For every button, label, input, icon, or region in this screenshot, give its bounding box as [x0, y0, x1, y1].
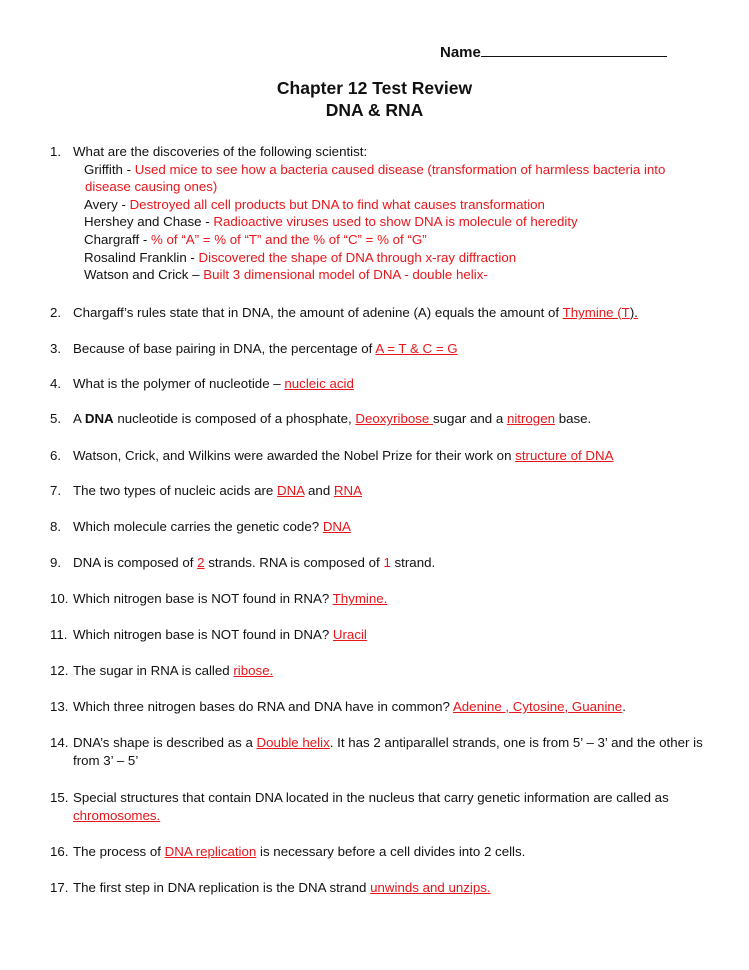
scientist-answer: Discovered the shape of DNA through x-ray diffraction — [198, 249, 517, 265]
question-text: DNA’s shape is described as a — [73, 735, 257, 750]
answer-text: Double helix — [256, 735, 330, 750]
answer-text: nitrogen — [506, 411, 555, 426]
question-text: is necessary before a cell divides into 2 cells. — [256, 844, 526, 859]
question-10 — [50, 590, 710, 608]
question-2 — [50, 304, 710, 322]
question-11 — [50, 626, 710, 644]
question-number: 2. — [50, 305, 62, 320]
question-text: Which nitrogen base is NOT found in RNA? — [73, 591, 333, 606]
question-text: Which molecule carries the genetic code? — [73, 519, 323, 534]
question-number: 1. — [50, 144, 62, 159]
scientist-answer: Used mice to see how a bacteria caused disease (transformation of harmless bacteria into — [134, 161, 666, 177]
question-number: 14. — [50, 735, 69, 750]
question-4 — [50, 375, 710, 393]
question-text: The process of — [73, 844, 165, 859]
question-text: Which nitrogen base is NOT found in DNA? — [73, 627, 333, 642]
question-text: ). — [629, 305, 638, 320]
question-number: 7. — [50, 483, 62, 498]
scientist-name: Avery - — [84, 196, 130, 212]
question-text: strand. — [390, 555, 436, 570]
answer-text: nucleic acid — [284, 376, 354, 391]
answer-text: A = T & C = G — [375, 341, 458, 356]
answer-text: 2 — [197, 555, 205, 570]
scientist-name: Watson and Crick – — [84, 267, 204, 283]
question-text: sugar and a — [433, 411, 507, 426]
name-label: Name — [440, 44, 481, 61]
question-number: 16. — [50, 844, 69, 859]
question-text: What are the discoveries of the following scientist: — [73, 144, 368, 159]
question-1 — [50, 143, 710, 284]
answer-text: DNA — [322, 519, 351, 534]
question-number: 9. — [50, 555, 62, 570]
name-blank-line[interactable] — [481, 42, 667, 57]
question-8 — [50, 518, 710, 536]
question-number: 4. — [50, 376, 62, 391]
question-text: Special structures that contain DNA located in the nucleus that carry genetic information are called as — [73, 790, 669, 805]
question-number: 15. — [50, 790, 69, 805]
scientist-answer: Radioactive viruses used to show DNA is molecule of heredity — [213, 214, 578, 230]
question-text: . — [622, 699, 626, 714]
question-6 — [50, 447, 710, 465]
question-number: 6. — [50, 448, 62, 463]
question-17 — [50, 879, 710, 897]
question-3 — [50, 340, 710, 358]
scientist-item — [84, 231, 710, 249]
question-text: base. — [555, 411, 592, 426]
question-text: The first step in DNA replication is the DNA strand — [73, 880, 371, 895]
question-text: The two types of nucleic acids are — [73, 483, 277, 498]
answer-text: structure of DNA — [515, 448, 614, 463]
question-text: strands. RNA is composed of — [204, 555, 384, 570]
question-text: and — [304, 483, 334, 498]
scientist-answer-continued: disease causing ones) — [85, 179, 218, 195]
question-text: . It has 2 antiparallel strands, one is from 5’ – 3’ and the other is from 3’ – 5’ — [73, 735, 703, 768]
scientist-answer: Destroyed all cell products but DNA to find what causes transformation — [129, 196, 545, 212]
question-text: DNA — [84, 411, 114, 426]
question-text: DNA is composed of — [73, 555, 198, 570]
name-field[interactable] — [440, 42, 667, 61]
answer-text: Thymine (T — [562, 305, 630, 320]
question-12 — [50, 662, 710, 680]
question-text: Which three nitrogen bases do RNA and DNA have in common? — [73, 699, 453, 714]
scientist-name: Griffith - — [84, 161, 135, 177]
question-number: 17. — [50, 880, 69, 895]
question-14 — [50, 734, 710, 769]
question-text: Because of base pairing in DNA, the percentage of — [73, 341, 376, 356]
question-text: The sugar in RNA is called — [73, 663, 234, 678]
page-subtitle: DNA & RNA — [325, 100, 424, 120]
question-text: Watson, Crick, and Wilkins were awarded the Nobel Prize for their work on — [73, 448, 516, 463]
question-7 — [50, 482, 710, 500]
answer-text: chromosomes. — [73, 807, 161, 823]
question-number: 11. — [50, 627, 68, 642]
scientist-name: Rosalind Franklin - — [84, 249, 199, 265]
question-text: Chargaff’s rules state that in DNA, the amount of adenine (A) equals the amount of — [73, 305, 563, 320]
question-text: nucleotide is composed of a phosphate, — [113, 411, 356, 426]
answer-text: Uracil — [332, 627, 367, 642]
answer-text: Deoxyribose — [355, 411, 433, 426]
scientist-answer: % of “A” = % of “T” and the % of “C” = % of “G” — [151, 231, 427, 247]
question-number: 3. — [50, 341, 62, 356]
question-15 — [50, 789, 710, 824]
scientist-item — [84, 161, 710, 179]
question-number: 13. — [50, 699, 69, 714]
page-title: Chapter 12 Test Review — [276, 78, 473, 98]
question-16 — [50, 843, 710, 861]
question-number: 8. — [50, 519, 62, 534]
answer-text: Thymine. — [332, 591, 388, 606]
scientist-answer: Built 3 dimensional model of DNA - double helix- — [203, 267, 488, 283]
answer-text: DNA replication — [164, 844, 257, 859]
scientist-item — [84, 249, 710, 267]
question-13 — [50, 698, 710, 716]
answer-text: unwinds and unzips. — [370, 880, 491, 895]
scientist-name: Chargraff - — [84, 231, 152, 247]
scientist-item — [84, 266, 710, 284]
question-text: What is the polymer of nucleotide – — [73, 376, 285, 391]
question-number: 5. — [50, 411, 62, 426]
question-number: 12. — [50, 663, 69, 678]
answer-text: ribose. — [233, 663, 274, 678]
question-text: A — [73, 411, 85, 426]
question-9 — [50, 554, 710, 572]
answer-text: 1 — [383, 555, 391, 570]
scientist-item — [84, 196, 710, 214]
scientist-item — [84, 213, 710, 231]
answer-text: RNA — [333, 483, 362, 498]
question-number: 10. — [50, 591, 69, 606]
scientist-name: Hershey and Chase - — [84, 214, 214, 230]
question-5 — [50, 410, 710, 428]
answer-text: Adenine , Cytosine, Guanine — [452, 699, 623, 714]
answer-text: DNA — [277, 483, 305, 498]
